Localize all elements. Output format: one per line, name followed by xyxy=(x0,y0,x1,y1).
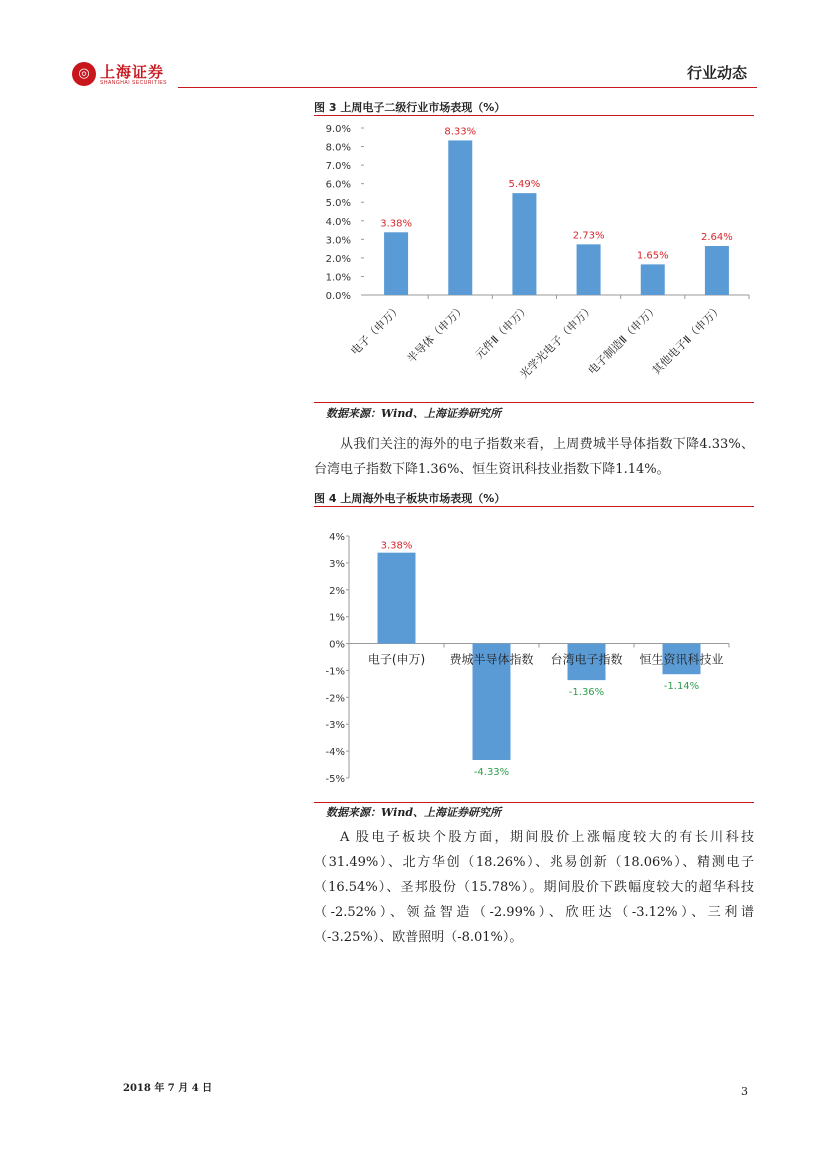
figure4-source: 数据来源：Wind、上海证券研究所 xyxy=(326,806,502,819)
x-tick-label: 电子（申万） xyxy=(348,301,405,358)
y-tick-label: 2.0% xyxy=(325,253,351,265)
data-label: 2.73% xyxy=(572,230,605,242)
figure4-title: 图 4 上周海外电子板块市场表现（%） xyxy=(314,492,506,505)
report-date: 2018 年 7 月 4 日 xyxy=(123,1083,213,1094)
x-tick-label: 费城半导体指数 xyxy=(449,652,534,667)
figure3-chart xyxy=(314,118,754,400)
paragraph-stock-moves xyxy=(314,825,754,950)
y-tick-label: -2% xyxy=(325,693,345,705)
data-label: 3.38% xyxy=(380,540,413,552)
figure3-source: 数据来源：Wind、上海证券研究所 xyxy=(326,407,502,420)
data-label: 3.38% xyxy=(380,218,412,230)
y-tick-label: 0% xyxy=(329,639,345,651)
figure3-title-rule xyxy=(314,115,754,116)
figure3-title: 图 3 上周电子二级行业市场表现（%） xyxy=(314,101,506,114)
figure4-title-rule xyxy=(314,506,754,507)
logo-subtext: SHANGHAI SECURITIES xyxy=(100,80,168,86)
bar xyxy=(641,264,665,295)
data-label: -1.14% xyxy=(663,681,700,693)
data-label: 2.64% xyxy=(701,232,733,244)
y-tick-label: 7.0% xyxy=(325,161,351,173)
section-title: 行业动态 xyxy=(686,64,747,82)
bar xyxy=(384,232,408,295)
y-tick-label: 6.0% xyxy=(325,179,351,191)
y-tick-label: -5% xyxy=(325,774,345,785)
bar xyxy=(448,140,472,295)
y-tick-label: 0.0% xyxy=(325,291,351,302)
logo-text: 上海证券 xyxy=(100,63,165,81)
y-tick-label: 1.0% xyxy=(325,272,351,284)
logo xyxy=(72,60,182,90)
page-number: 3 xyxy=(741,1085,748,1098)
bar xyxy=(512,193,536,295)
figure3-source-rule xyxy=(314,402,754,403)
data-label: 5.49% xyxy=(508,179,541,191)
figure4-chart xyxy=(314,520,754,800)
y-tick-label: 8.0% xyxy=(325,142,351,154)
data-label: -4.33% xyxy=(473,766,510,778)
bar xyxy=(705,246,729,295)
bar xyxy=(577,244,601,295)
y-tick-label: 3% xyxy=(329,558,345,570)
y-tick-label: -4% xyxy=(325,747,345,759)
header-divider xyxy=(178,87,757,88)
y-tick-label: -3% xyxy=(325,720,345,732)
y-tick-label: 4% xyxy=(329,532,345,543)
data-label: -1.36% xyxy=(568,687,605,699)
y-tick-label: 4.0% xyxy=(325,216,351,228)
x-tick-label: 电子制造Ⅱ（申万） xyxy=(585,301,661,378)
y-tick-label: 1% xyxy=(329,612,345,624)
x-tick-label: 台湾电子指数 xyxy=(550,652,623,667)
y-tick-label: 2% xyxy=(329,585,345,597)
paragraph-overseas-index-text: 从我们关注的海外的电子指数来看，上周费城半导体指数下降4.33%、台湾电子指数下降1.36%、恒生资讯科技业指数下降1.14%。 xyxy=(314,437,754,477)
paragraph-overseas-index xyxy=(314,432,754,482)
y-tick-label: -1% xyxy=(325,666,345,678)
figure4-source-rule xyxy=(314,802,754,803)
y-tick-label: 5.0% xyxy=(325,198,351,210)
data-label: 1.65% xyxy=(636,250,669,262)
x-tick-label: 光学光电子（申万） xyxy=(517,301,597,382)
x-tick-label: 其他电子Ⅱ（申万） xyxy=(649,301,726,378)
logo-mark-icon: ◎ xyxy=(72,62,96,86)
bar xyxy=(378,553,416,644)
data-label: 8.33% xyxy=(444,126,477,138)
x-tick-label: 半导体（申万） xyxy=(404,301,469,366)
x-tick-label: 电子(申万) xyxy=(367,652,426,667)
x-tick-label: 元件Ⅱ（申万） xyxy=(472,301,533,362)
paragraph-stock-moves-text: A 股电子板块个股方面，期间股价上涨幅度较大的有长川科技（31.49%）、北方华创（18.26%）、兆易创新（18.06%）、精测电子（16.54%）、圣邦股份（15.78%）。期间股价下跌幅度较大的超华科技（-2.52%）、领益智造（-2.99%）、欣旺达（-3.12%）、三利谱（-3.25%）、欧普照明（-8.01%）。 xyxy=(314,830,754,945)
y-tick-label: 3.0% xyxy=(325,235,351,247)
x-tick-label: 恒生资讯科技业 xyxy=(639,652,724,667)
y-tick-label: 9.0% xyxy=(325,124,351,135)
